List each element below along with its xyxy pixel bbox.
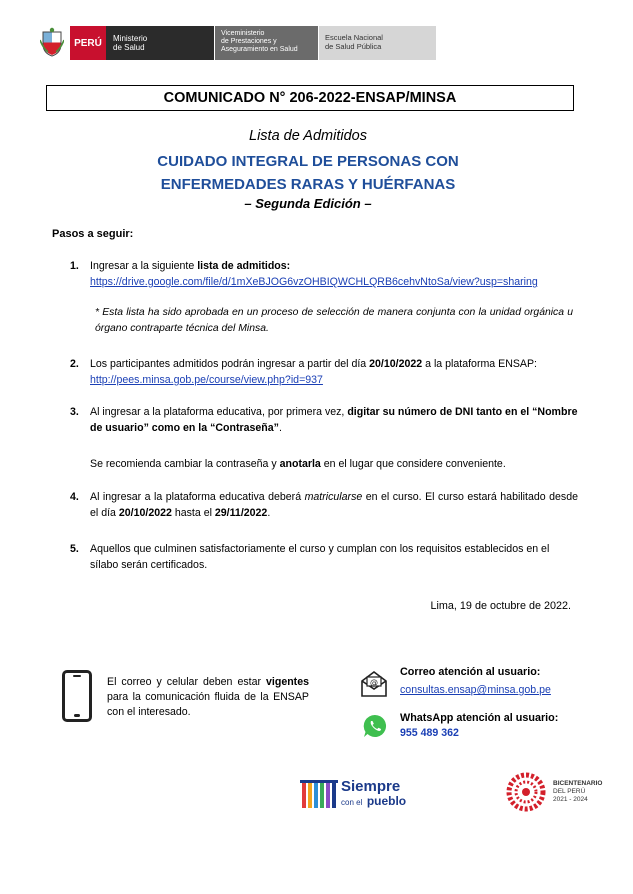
- edition-label: – Segunda Edición –: [244, 196, 372, 211]
- siempre-text: Siempre: [341, 778, 401, 795]
- step-text: en el curso. El curso estará habilitado desde el día: [90, 491, 578, 519]
- step-date: 20/10/2022: [369, 358, 423, 370]
- escuela-line-1: Escuela Nacional: [325, 33, 383, 42]
- step-2: [70, 356, 578, 388]
- step-4: [70, 489, 578, 521]
- step-bold-text: digitar su número de DNI tanto en el “Nombre de usuario” como en la “Contraseña”: [90, 406, 578, 434]
- step-text: Los participantes admitidos podrán ingresar a partir del día: [90, 358, 370, 370]
- course-title-line-1: CUIDADO INTEGRAL DE PERSONAS CON: [157, 153, 459, 170]
- issue-date: Lima, 19 de octubre de 2022.: [430, 600, 571, 612]
- svg-text:@: @: [370, 678, 378, 687]
- step-text: Aquellos que culminen satisfactoriamente el curso y cumplan con los requisitos establecidos en el sílabo serán certificados.: [90, 543, 550, 571]
- contact-note-bold: vigentes: [266, 676, 309, 688]
- step-number: 3.: [70, 406, 79, 418]
- con-el-text: con el: [341, 798, 363, 807]
- step-number: 4.: [70, 491, 79, 503]
- step-italic-text: matricularse: [304, 491, 363, 503]
- email-icon: [360, 670, 388, 698]
- email-link[interactable]: consultas.ensap@minsa.gob.pe: [400, 684, 551, 696]
- step-number: 5.: [70, 543, 79, 555]
- step-text: Se recomienda cambiar la contraseña y: [90, 458, 280, 470]
- step-number: 1.: [70, 260, 79, 272]
- end-date: 29/11/2022: [214, 507, 268, 519]
- step-text: a la plataforma ENSAP:: [422, 358, 537, 370]
- bicentenario-emblem-icon: [505, 771, 547, 813]
- whatsapp-number: 955 489 362: [400, 727, 459, 739]
- coat-of-arms-icon: [40, 26, 64, 58]
- step-text: .: [278, 422, 282, 434]
- step-text: Ingresar a la siguiente: [90, 260, 198, 272]
- bicentenario-line-3: 2021 - 2024: [553, 796, 588, 803]
- step-text: en el lugar que considere conveniente.: [320, 458, 506, 470]
- contact-note: [107, 675, 309, 720]
- vice-line-3: Aseguramiento en Salud: [221, 46, 298, 53]
- step-text: Al ingresar a la plataforma educativa, por primera vez,: [90, 406, 348, 418]
- approval-note: * Esta lista ha sido aprobada en un proceso de selección de manera conjunta con la unidad orgánica u órgano contraparte técnica del Minsa.: [95, 307, 573, 334]
- vice-line-2: de Prestaciones y: [221, 38, 277, 45]
- step-1: [70, 258, 578, 290]
- ministerio-line-2: de Salud: [113, 43, 145, 52]
- vice-line-1: Viceministerio: [221, 30, 265, 37]
- whatsapp-heading: WhatsApp atención al usuario:: [400, 712, 559, 724]
- escuela-label: [319, 26, 436, 60]
- escuela-line-2: de Salud Pública: [325, 41, 382, 51]
- siempre-con-el-pueblo-logo: [300, 776, 406, 812]
- course-title: [0, 150, 616, 196]
- admitted-list-link[interactable]: https://drive.google.com/file/d/1mXeBJOG6vzOHBIQWCHLQRB6cehvNtoSa/view?usp=sharing: [90, 276, 538, 288]
- steps-heading: Pasos a seguir:: [52, 228, 134, 240]
- ministerio-label: [106, 26, 214, 60]
- bicentenario-line-2: DEL PERÚ: [553, 788, 586, 795]
- step-text: hasta el: [171, 507, 215, 519]
- header-banner: [40, 26, 436, 60]
- step-3: [70, 404, 578, 436]
- step-number: 2.: [70, 358, 79, 370]
- step-bold-text: anotarla: [279, 458, 321, 470]
- communique-title: COMUNICADO N° 206-2022-ENSAP/MINSA: [46, 85, 574, 111]
- mobile-phone-icon: [62, 670, 92, 722]
- viceministerio-label: [215, 26, 318, 60]
- step-bold-text: lista de admitidos:: [197, 260, 291, 272]
- bicentenario-line-1: BICENTENARIO: [553, 780, 603, 787]
- bicentenario-logo: [505, 771, 602, 813]
- ministerio-line-1: Ministerio: [113, 34, 148, 43]
- step-3-recommendation: [70, 456, 578, 472]
- start-date: 20/10/2022: [118, 507, 172, 519]
- platform-link[interactable]: http://pees.minsa.gob.pe/course/view.php?id=937: [90, 374, 323, 386]
- contact-note-text: para la comunicación fluida de la ENSAP con el interesado.: [107, 691, 309, 718]
- step-text: Al ingresar a la plataforma educativa deberá: [90, 491, 305, 503]
- step-5: [70, 541, 578, 573]
- document-subtitle: Lista de Admitidos: [249, 128, 367, 144]
- pueblo-text: pueblo: [366, 794, 407, 808]
- people-logo-icon: [300, 776, 338, 812]
- email-heading: Correo atención al usuario:: [400, 666, 541, 678]
- whatsapp-icon: [362, 713, 388, 739]
- course-title-line-2: ENFERMEDADES RARAS Y HUÉRFANAS: [160, 176, 456, 193]
- contact-note-text: El correo y celular deben estar: [107, 676, 267, 688]
- step-text: .: [267, 507, 271, 519]
- peru-label: PERÚ: [70, 26, 106, 60]
